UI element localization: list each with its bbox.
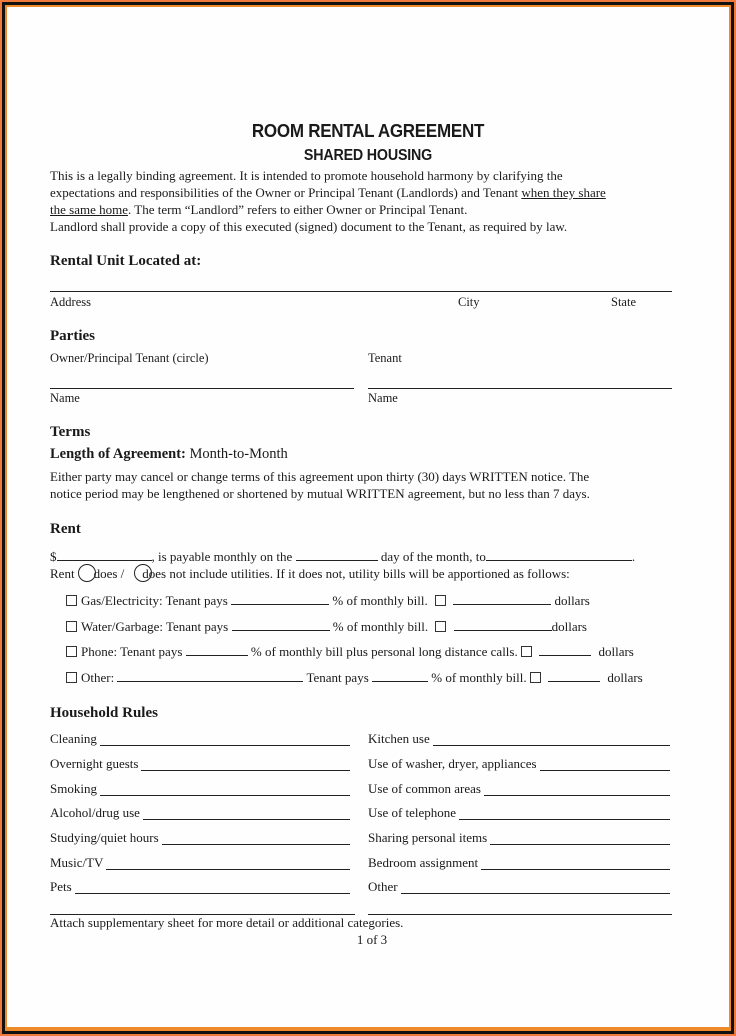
length-label: Length of Agreement: (50, 446, 186, 462)
terms-heading: Terms (50, 424, 91, 440)
intro-line-3-text: . The term “Landlord” refers to either Owner or Principal Tenant. (127, 202, 468, 217)
day-text: day of the month, to (380, 549, 486, 564)
utility-label: Water/Garbage: Tenant pays (81, 619, 229, 634)
phone-percent-blank[interactable] (186, 644, 248, 656)
utility-row-phone (66, 643, 634, 660)
owner-name-label: Name (50, 391, 80, 405)
rule-answer-line[interactable] (481, 869, 670, 870)
intro-underlined-text-2: the same home (50, 202, 128, 217)
other-description-blank[interactable] (117, 670, 303, 682)
dollars-label: dollars (598, 644, 634, 659)
tenant-pays-text: Tenant pays (306, 670, 369, 685)
utility-pct-text: % of monthly bill. (332, 619, 429, 634)
rule-label: Alcohol/drug use (50, 805, 140, 820)
water-percent-checkbox[interactable] (66, 621, 77, 632)
other-percent-blank[interactable] (372, 670, 428, 682)
tenant-name-label: Name (368, 391, 398, 405)
left-rule-row (50, 781, 97, 797)
intro-underlined-text-1: when they share (521, 185, 606, 200)
rule-label: Overnight guests (50, 756, 139, 771)
phone-dollars-blank[interactable] (539, 644, 591, 656)
right-rule-row (368, 855, 478, 871)
phone-percent-checkbox[interactable] (66, 646, 77, 657)
rent-amount-blank[interactable] (57, 549, 152, 561)
utility-row-water (66, 618, 587, 635)
rule-answer-line[interactable] (100, 795, 350, 796)
gas-dollars-blank[interactable] (453, 593, 551, 605)
dollars-label: dollars (554, 593, 590, 608)
right-rule-row (368, 781, 481, 797)
intro-line-2 (50, 184, 606, 201)
rule-answer-line[interactable] (433, 745, 670, 746)
dollar-sign: $ (50, 549, 57, 564)
left-rule-row (50, 756, 138, 772)
rule-label: Cleaning (50, 731, 97, 746)
household-rules-heading: Household Rules (50, 705, 158, 721)
intro-line-1: This is a legally binding agreement. It is intended to promote household harmony by clarifying the (50, 168, 563, 183)
document-page (7, 7, 729, 1027)
notice-line-1: Either party may cancel or change terms of this agreement upon thirty (30) days WRITTEN notice. The (50, 469, 590, 484)
does-not-text: does not include utilities. If it does not, utility bills will be apportioned as follows: (142, 566, 570, 581)
right-rule-row (368, 879, 398, 895)
utility-label: Phone: Tenant pays (81, 644, 183, 659)
owner-name-line[interactable] (50, 388, 354, 389)
length-value: Month-to-Month (189, 446, 288, 462)
dollars-label: dollars (551, 619, 587, 634)
tenant-name-line[interactable] (368, 388, 672, 389)
rule-answer-line[interactable] (162, 844, 350, 845)
rule-answer-line[interactable] (75, 893, 350, 894)
rule-answer-line[interactable] (540, 770, 670, 771)
intro-paragraph (50, 167, 606, 235)
rule-answer-line[interactable] (401, 893, 670, 894)
utilities-inclusion-row (50, 565, 570, 582)
right-rule-row (368, 805, 456, 821)
phone-dollars-checkbox[interactable] (521, 646, 532, 657)
utility-row-gas (66, 592, 590, 609)
rent-payee-blank[interactable] (486, 549, 632, 561)
rule-label: Use of washer, dryer, appliances (368, 756, 537, 771)
utility-pct-text: % of monthly bill. (332, 593, 428, 608)
does-not-include-circle[interactable] (134, 564, 152, 582)
left-rule-row (50, 805, 140, 821)
rule-label: Sharing personal items (368, 830, 488, 845)
document-subtitle: SHARED HOUSING (303, 147, 433, 164)
gas-percent-checkbox[interactable] (66, 595, 77, 606)
rule-answer-line[interactable] (459, 819, 670, 820)
rule-label: Bedroom assignment (368, 855, 479, 870)
rental-unit-heading: Rental Unit Located at: (50, 253, 202, 269)
state-label: State (611, 295, 636, 309)
rule-label: Use of common areas (368, 781, 481, 796)
rule-label: Music/TV (50, 855, 104, 870)
other-dollars-checkbox[interactable] (530, 672, 541, 683)
notice-line-2: notice period may be lengthened or shortened by mutual WRITTEN agreement, but no less than 7 days. (50, 486, 590, 501)
rule-label: Other (368, 879, 398, 894)
page-number: 1 of 3 (356, 932, 388, 947)
intro-line-3 (50, 201, 606, 218)
rent-day-blank[interactable] (296, 549, 378, 561)
water-percent-blank[interactable] (232, 619, 330, 631)
period: . (631, 549, 636, 564)
right-rule-row (368, 830, 487, 846)
does-include-circle[interactable] (78, 564, 96, 582)
address-label: Address (50, 295, 91, 309)
utility-label: Other: (81, 670, 115, 685)
water-dollars-checkbox[interactable] (435, 621, 446, 632)
length-of-agreement (50, 446, 288, 463)
other-dollars-blank[interactable] (548, 670, 600, 682)
dollars-label: dollars (607, 670, 643, 685)
intro-line-2-text: expectations and responsibilities of the Owner or Principal Tenant (Landlords) and Tenant (50, 185, 522, 200)
left-rule-row (50, 855, 103, 871)
rule-answer-line[interactable] (100, 745, 350, 746)
utility-label: Gas/Electricity: Tenant pays (81, 593, 228, 608)
rent-word: Rent (50, 566, 75, 581)
extra-rule-line-right[interactable] (368, 914, 672, 915)
utility-pct-text: % of monthly bill plus personal long distance calls. (250, 644, 518, 659)
intro-line-4: Landlord shall provide a copy of this executed (signed) document to the Tenant, as required by law. (50, 219, 568, 234)
supplementary-note: Attach supplementary sheet for more detail or additional categories. (50, 915, 404, 930)
city-label: City (458, 295, 480, 309)
tenant-label: Tenant (368, 351, 402, 365)
right-rule-row (368, 756, 537, 772)
rule-label: Smoking (50, 781, 97, 796)
rule-label: Studying/quiet hours (50, 830, 159, 845)
utility-pct-text: % of monthly bill. (431, 670, 527, 685)
rule-answer-line[interactable] (141, 770, 350, 771)
payable-text: , is payable monthly on the (151, 549, 293, 564)
rule-label: Pets (50, 879, 72, 894)
right-rule-row (368, 731, 430, 747)
other-percent-checkbox[interactable] (66, 672, 77, 683)
gas-percent-blank[interactable] (231, 593, 329, 605)
address-line[interactable] (50, 291, 672, 292)
rent-heading: Rent (50, 521, 81, 537)
rule-label: Use of telephone (368, 805, 457, 820)
document-title: ROOM RENTAL AGREEMENT (251, 120, 485, 141)
left-rule-row (50, 731, 97, 747)
rule-answer-line[interactable] (143, 819, 350, 820)
left-rule-row (50, 830, 159, 846)
rule-answer-line[interactable] (484, 795, 670, 796)
notice-paragraph (50, 468, 590, 502)
water-dollars-blank[interactable] (454, 619, 552, 631)
gas-dollars-checkbox[interactable] (435, 595, 446, 606)
owner-label: Owner/Principal Tenant (circle) (50, 351, 209, 365)
rule-answer-line[interactable] (490, 844, 670, 845)
rule-answer-line[interactable] (106, 869, 350, 870)
utility-row-other (66, 669, 643, 686)
does-text: does / (93, 566, 125, 581)
parties-heading: Parties (50, 328, 95, 344)
rent-amount-row (50, 548, 635, 565)
left-rule-row (50, 879, 72, 895)
rule-label: Kitchen use (368, 731, 430, 746)
